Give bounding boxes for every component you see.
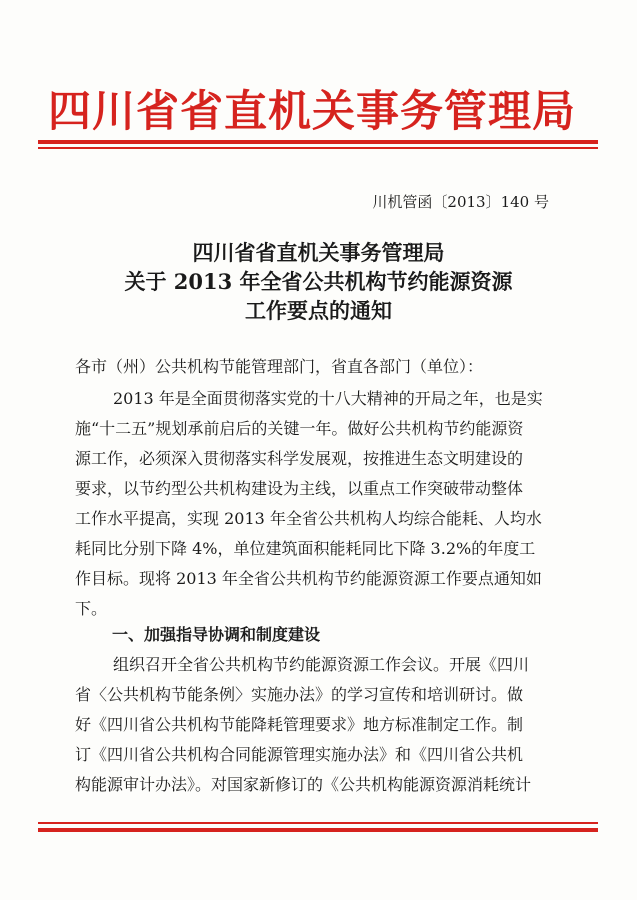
agency-header-title: 四川省省直机关事务管理局 bbox=[48, 87, 576, 137]
doc-title-line-3: 工作要点的通知 bbox=[245, 298, 392, 323]
paragraph-line: 下。 bbox=[75, 599, 108, 618]
document-number: 川机管函〔2013〕140 号 bbox=[372, 193, 549, 211]
paragraph-line: 施“十二五”规划承前启后的关键一年。做好公共机构节约能源资 bbox=[75, 419, 524, 438]
addressee: 各市（州）公共机构节能管理部门，省直各部门（单位）： bbox=[75, 357, 484, 376]
header-red-rule-thick bbox=[38, 140, 598, 144]
paragraph-line: 构能源审计办法》。对国家新修订的《公共机构能源资源消耗统计 bbox=[75, 775, 532, 794]
doc-title-line-2: 关于 2013 年全省公共机构节约能源资源 bbox=[124, 269, 513, 294]
paragraph-line: 好《四川省公共机构节能降耗管理要求》地方标准制定工作。制 bbox=[75, 715, 524, 734]
doc-title-line-1: 四川省省直机关事务管理局 bbox=[192, 240, 445, 265]
paragraph-line: 作目标。现将 2013 年全省公共机构节约能源资源工作要点通知如 bbox=[75, 569, 542, 588]
paragraph-line: 要求，以节约型公共机构建设为主线，以重点工作突破带动整体 bbox=[75, 479, 524, 498]
paragraph-line: 耗同比分别下降 4%，单位建筑面积能耗同比下降 3.2%的年度工 bbox=[75, 539, 536, 558]
paragraph-line: 订《四川省公共机构合同能源管理实施办法》和《四川省公共机 bbox=[75, 745, 524, 764]
footer-red-rule-thin bbox=[38, 822, 598, 824]
paragraph-line: 源工作，必须深入贯彻落实科学发展观，按推进生态文明建设的 bbox=[75, 449, 524, 468]
paragraph-line: 组织召开全省公共机构节约能源资源工作会议。开展《四川 bbox=[113, 655, 530, 674]
header-red-rule-thin bbox=[38, 147, 598, 149]
footer-red-rule-thick bbox=[38, 828, 598, 832]
paragraph-line: 工作水平提高，实现 2013 年全省公共机构人均综合能耗、人均水 bbox=[75, 509, 542, 528]
paragraph-line: 2013 年是全面贯彻落实党的十八大精神的开局之年，也是实 bbox=[113, 389, 543, 408]
paragraph-line: 省〈公共机构节能条例〉实施办法》的学习宣传和培训研讨。做 bbox=[75, 685, 524, 704]
section-1-heading: 一、加强指导协调和制度建设 bbox=[112, 625, 321, 644]
